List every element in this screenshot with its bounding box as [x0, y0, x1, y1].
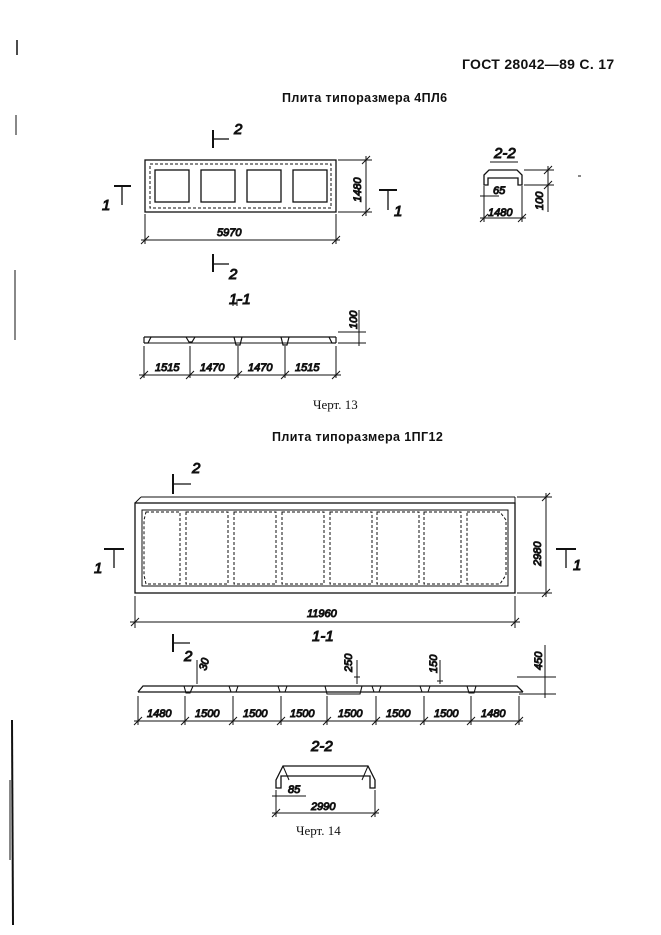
- dim-450: 450: [533, 651, 545, 670]
- dim-rib-85: 85: [288, 784, 301, 796]
- dim-rib-65: 65: [493, 185, 506, 197]
- span-3: 1470: [248, 362, 273, 374]
- section-label-11-14: 1-1: [312, 628, 334, 645]
- span-14-4: 1500: [290, 708, 315, 720]
- span-14-3: 1500: [243, 708, 268, 720]
- cut-label-top: 2: [234, 121, 243, 138]
- cut-label-right: 1: [394, 203, 403, 220]
- span-4: 1515: [295, 362, 320, 374]
- section-label-11-top: 1-1: [229, 291, 251, 308]
- dim-30: 30: [197, 656, 213, 672]
- cut-label-right-14: 1: [573, 557, 582, 574]
- cut-label-top-14: 2: [192, 460, 201, 477]
- span-14-1: 1480: [147, 708, 172, 720]
- section-label-22-14: 2-2: [311, 738, 333, 755]
- cut-label-bottom: 2: [229, 266, 238, 283]
- scan-margin-marks: [10, 40, 17, 925]
- section-title-1pg12: Плита типоразмера 1ПГ12: [272, 430, 444, 444]
- page-header: ГОСТ 28042—89 С. 17: [462, 56, 615, 72]
- span-14-8: 1480: [481, 708, 506, 720]
- dim-width-2990: 2990: [311, 801, 336, 813]
- dim-width-4pl6: 1480: [352, 177, 364, 202]
- span-14-2: 1500: [195, 708, 220, 720]
- figure-caption-13: Черт. 13: [313, 397, 358, 412]
- section-label-22-top: 2-2: [494, 145, 516, 162]
- dim-width-1480-section: 1480: [488, 207, 513, 219]
- cut-label-bottom-14: 2: [184, 648, 193, 665]
- span-14-5: 1500: [338, 708, 363, 720]
- dim-length-1pg12: 11960: [307, 608, 337, 620]
- dim-250: 250: [343, 653, 355, 672]
- figure-caption-14: Черт. 14: [296, 823, 341, 838]
- section-title-4pl6: Плита типоразмера 4ПЛ6: [282, 91, 448, 105]
- span-2: 1470: [200, 362, 225, 374]
- plan-1pg12: [104, 474, 576, 652]
- dim-height-100: 100: [534, 191, 546, 210]
- dim-width-1pg12: 2980: [532, 541, 544, 566]
- dim-height-100-sec11: 100: [348, 310, 360, 329]
- dim-150: 150: [428, 654, 440, 673]
- cut-label-left: 1: [102, 197, 111, 214]
- span-14-6: 1500: [386, 708, 411, 720]
- dim-length-4pl6: 5970: [217, 227, 242, 239]
- cut-label-left-14: 1: [94, 560, 103, 577]
- span-14-7: 1500: [434, 708, 459, 720]
- span-1: 1515: [155, 362, 180, 374]
